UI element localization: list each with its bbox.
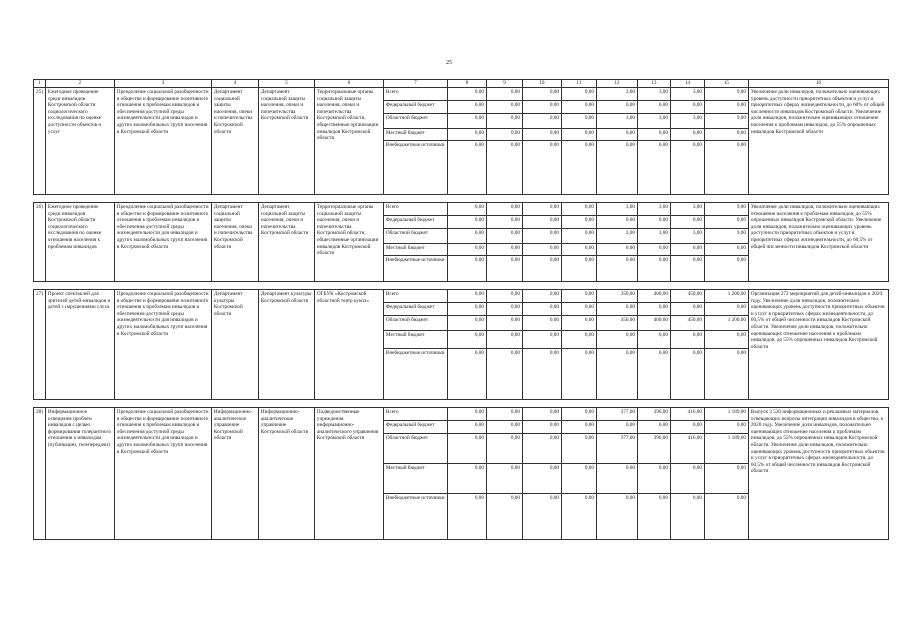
funding-source: Всего <box>383 88 447 101</box>
funding-value: 0,00 <box>522 101 561 114</box>
funding-value: 0,00 <box>637 216 670 229</box>
header-cell: 7 <box>383 80 447 88</box>
funding-source: Всего <box>383 203 447 216</box>
funding-value: 450,00 <box>670 290 704 303</box>
funding-value: 0,00 <box>486 256 522 282</box>
funding-value: 0,00 <box>447 216 486 229</box>
funding-value: 0,00 <box>704 216 748 229</box>
funding-value: 0,00 <box>522 229 561 244</box>
responsible-executor: Департамент культуры Костромской области <box>258 290 314 400</box>
funding-value: 0,00 <box>596 349 637 400</box>
funding-value: 1 189,00 <box>704 408 748 421</box>
funding-value: 0,00 <box>486 244 522 256</box>
funding-value: 0,00 <box>522 494 561 540</box>
expected-result: Выпуск 3 520 информационных и рекламных материалов, освещающих вопросы интеграции инвалидов в общество, к 2020 году. Увеличение доли инвалидов, положительно оценивающих отношение населения к проблемам инвалидов, до 55% опрошенных инвалидов Костромской области. Увеличение доли инвалидов, положительно оценивающих уровень доступности приоритетных объектов и услуг в приоритетных сферах жизнедеятельности, до 60,5% от общей численности инвалидов Костромской области <box>748 408 888 540</box>
funding-value: 9,00 <box>704 114 748 129</box>
funding-value: 0,00 <box>596 421 637 434</box>
activity-name: Ежегодное проведение среди инвалидов Костромской области социологического исследования по оценке отношения населения к проблемам инвалидов <box>45 203 114 282</box>
funding-value: 0,00 <box>561 256 596 282</box>
expected-result: Организация 272 мероприятий для детей-инвалидов к 2020 году. Увеличение доли инвалидов, положительно оценивающих уровень доступности приоритетных объектов и услуг в приоритетных сферах жизнедеятельности, до 60,5% от общей численности инвалидов Костромской области. Увеличение доли инвалидов, положительно оценивающих отношение населения к проблемам инвалидов, до 55% опрошенных инвалидов Костромской области <box>748 290 888 400</box>
funding-value: 0,00 <box>447 349 486 400</box>
funding-value: 9,00 <box>704 229 748 244</box>
funding-value: 0,00 <box>596 331 637 349</box>
funding-value: 0,00 <box>522 141 561 195</box>
entry-number: 26) <box>34 203 46 282</box>
funding-value: 0,00 <box>447 229 486 244</box>
table-row <box>34 203 889 216</box>
funding-value: 0,00 <box>670 129 704 141</box>
funding-value: 0,00 <box>486 434 522 464</box>
funding-value: 0,00 <box>561 290 596 303</box>
funding-value: 0,00 <box>447 88 486 101</box>
funding-value: 0,00 <box>561 434 596 464</box>
header-cell: 2 <box>45 80 114 88</box>
coexecutor: Департамент социальной защиты населения, опеки и попечительства Костромской области <box>211 88 258 195</box>
funding-source: Областной бюджет <box>383 316 447 331</box>
funding-value: 0,00 <box>522 408 561 421</box>
funding-value: 0,00 <box>447 331 486 349</box>
funding-source: Областной бюджет <box>383 114 447 129</box>
entry-spacer <box>34 282 889 290</box>
funding-source: Федеральный бюджет <box>383 101 447 114</box>
funding-value: 0,00 <box>447 303 486 316</box>
header-cell: 6 <box>314 80 383 88</box>
funding-value: 0,00 <box>522 129 561 141</box>
activity-goal: Преодоление социальной разобщенности в обществе и формирование позитивного отношения к проблемам инвалидов и обеспечения доступной среды жизнедеятельности для инвалидов и других маломобильных групп населения в Костромской области <box>114 203 211 282</box>
funding-value: 0,00 <box>486 101 522 114</box>
funding-value: 1 200,00 <box>704 316 748 331</box>
funding-value: 0,00 <box>561 316 596 331</box>
header-cell: 16 <box>748 80 888 88</box>
column-number-header-row <box>34 80 889 88</box>
funding-value: 0,00 <box>522 316 561 331</box>
funding-source: Областной бюджет <box>383 229 447 244</box>
funding-value: 0,00 <box>561 421 596 434</box>
funding-value: 0,00 <box>447 464 486 494</box>
table-row <box>34 290 889 303</box>
funding-value: 0,00 <box>670 256 704 282</box>
funding-value: 0,00 <box>670 216 704 229</box>
participant: ОГБУК «Костромской областной театр кукол» <box>314 290 383 400</box>
funding-value: 0,00 <box>447 290 486 303</box>
funding-value: 400,00 <box>637 316 670 331</box>
funding-value: 0,00 <box>486 141 522 195</box>
funding-value: 3,00 <box>670 229 704 244</box>
funding-value: 0,00 <box>486 129 522 141</box>
funding-value: 0,00 <box>637 244 670 256</box>
funding-value: 0,00 <box>522 88 561 101</box>
funding-value: 0,00 <box>670 141 704 195</box>
funding-value: 0,00 <box>522 256 561 282</box>
funding-value: 9,00 <box>704 203 748 216</box>
funding-value: 0,00 <box>704 141 748 195</box>
funding-value: 3,00 <box>670 114 704 129</box>
funding-value: 416,00 <box>670 408 704 421</box>
funding-value: 1 189,00 <box>704 434 748 464</box>
header-cell: 1 <box>34 80 46 88</box>
funding-value: 0,00 <box>486 464 522 494</box>
expected-result: Увеличение доли инвалидов, положительно оценивающих отношение населения к проблемам инвалидов, до 55% опрошенных инвалидов Костромской области. Увеличение доли инвалидов, положительно оценивающих уровень доступности приоритетных объектов и услуг в приоритетных сферах жизнедеятельности, до 60,5% от общей численности инвалидов Костромской области <box>748 203 888 282</box>
funding-value: 3,00 <box>670 88 704 101</box>
funding-value: 0,00 <box>637 303 670 316</box>
funding-value: 0,00 <box>637 494 670 540</box>
activity-goal: Преодоление социальной разобщенности в обществе и формирование позитивного отношения к проблемам инвалидов и обеспечения доступной среды жизнедеятельности для инвалидов и других маломобильных групп населения в Костромской области <box>114 290 211 400</box>
funding-value: 0,00 <box>561 408 596 421</box>
funding-value: 3,00 <box>670 203 704 216</box>
funding-source: Областной бюджет <box>383 434 447 464</box>
funding-value: 0,00 <box>637 256 670 282</box>
funding-value: 0,00 <box>522 331 561 349</box>
funding-value: 0,00 <box>637 464 670 494</box>
page-number: 25 <box>446 60 452 66</box>
funding-value: 0,00 <box>447 101 486 114</box>
funding-value: 0,00 <box>637 129 670 141</box>
funding-value: 0,00 <box>447 141 486 195</box>
funding-value: 0,00 <box>561 331 596 349</box>
funding-value: 0,00 <box>522 203 561 216</box>
activity-goal: Преодоление социальной разобщенности в обществе и формирование позитивного отношения к проблемам инвалидов и обеспечения доступной среды жизнедеятельности для инвалидов и других маломобильных групп населения в Костромской области <box>114 408 211 540</box>
funding-value: 0,00 <box>486 349 522 400</box>
funding-value: 0,00 <box>561 494 596 540</box>
funding-source: Внебюджетные источники <box>383 141 447 195</box>
header-cell: 14 <box>670 80 704 88</box>
funding-value: 0,00 <box>670 101 704 114</box>
funding-value: 3,00 <box>596 114 637 129</box>
funding-value: 0,00 <box>486 229 522 244</box>
funding-value: 0,00 <box>704 331 748 349</box>
funding-value: 0,00 <box>522 421 561 434</box>
funding-value: 0,00 <box>486 494 522 540</box>
funding-value: 0,00 <box>486 303 522 316</box>
funding-value: 0,00 <box>486 316 522 331</box>
coexecutor: Департамент социальной защиты населения, опеки и попечительства Костромской области <box>211 203 258 282</box>
funding-source: Местный бюджет <box>383 331 447 349</box>
funding-value: 0,00 <box>637 331 670 349</box>
funding-value: 0,00 <box>486 114 522 129</box>
funding-value: 0,00 <box>596 141 637 195</box>
activity-name: Информационное освещение проблем инвалидов с целью формирования толерантного отношения к инвалидам (публикации, телепередачи) <box>45 408 114 540</box>
funding-source: Внебюджетные источники <box>383 494 447 540</box>
funding-value: 0,00 <box>486 421 522 434</box>
funding-value: 0,00 <box>522 114 561 129</box>
funding-value: 0,00 <box>486 290 522 303</box>
funding-value: 0,00 <box>670 303 704 316</box>
entry-number: 25) <box>34 88 46 195</box>
funding-value: 0,00 <box>447 421 486 434</box>
entry-number: 28) <box>34 408 46 540</box>
funding-source: Внебюджетные источники <box>383 256 447 282</box>
header-cell: 13 <box>637 80 670 88</box>
coexecutor: Информационно-аналитическое управление Костромской области <box>211 408 258 540</box>
funding-value: 0,00 <box>522 464 561 494</box>
funding-value: 450,00 <box>670 316 704 331</box>
funding-source: Внебюджетные источники <box>383 349 447 400</box>
funding-source: Местный бюджет <box>383 464 447 494</box>
funding-value: 0,00 <box>486 408 522 421</box>
funding-value: 0,00 <box>596 244 637 256</box>
funding-value: 3,00 <box>637 203 670 216</box>
funding-value: 396,00 <box>637 434 670 464</box>
funding-value: 0,00 <box>486 203 522 216</box>
expected-result: Увеличение доли инвалидов, положительно оценивающих уровень доступности приоритетных объектов и услуг в приоритетных сферах жизнедеятельности, до 60% от общей численности инвалидов Костромской области. Увеличение доли инвалидов, положительно оценивающих отношение населения к проблемам инвалидов, до 55% опрошенных инвалидов Костромской области <box>748 88 888 195</box>
funding-value: 0,00 <box>447 256 486 282</box>
funding-value: 0,00 <box>447 408 486 421</box>
funding-value: 0,00 <box>596 303 637 316</box>
funding-value: 1 200,00 <box>704 290 748 303</box>
participant: Территориальные органы социальной защиты населения, опеки и попечительства Костромской области, общественные организации инвалидов Костромской области <box>314 88 383 195</box>
funding-source: Всего <box>383 290 447 303</box>
activity-name: Ежегодное проведение среди инвалидов Костромской области социологического исследования по оценке доступности объектов и услуг <box>45 88 114 195</box>
entry-spacer <box>34 400 889 408</box>
responsible-executor: Департамент социальной защиты населения, опеки и попечительства Костромской области <box>258 203 314 282</box>
funding-value: 0,00 <box>447 434 486 464</box>
funding-source: Местный бюджет <box>383 244 447 256</box>
header-cell: 12 <box>596 80 637 88</box>
funding-value: 416,00 <box>670 434 704 464</box>
entry-spacer <box>34 195 889 203</box>
funding-value: 3,00 <box>596 203 637 216</box>
funding-value: 0,00 <box>596 256 637 282</box>
header-cell: 10 <box>522 80 561 88</box>
funding-value: 0,00 <box>561 349 596 400</box>
responsible-executor: Информационно-аналитическое управление Костромской области <box>258 408 314 540</box>
header-cell: 9 <box>486 80 522 88</box>
funding-source: Федеральный бюджет <box>383 303 447 316</box>
funding-value: 0,00 <box>704 349 748 400</box>
funding-value: 0,00 <box>704 244 748 256</box>
funding-value: 350,00 <box>596 290 637 303</box>
funding-value: 0,00 <box>670 349 704 400</box>
table-row <box>34 408 889 421</box>
funding-value: 0,00 <box>596 216 637 229</box>
funding-value: 0,00 <box>486 331 522 349</box>
funding-value: 377,00 <box>596 434 637 464</box>
funding-value: 350,00 <box>596 316 637 331</box>
funding-value: 0,00 <box>447 203 486 216</box>
funding-value: 377,00 <box>596 408 637 421</box>
funding-value: 0,00 <box>637 141 670 195</box>
funding-value: 0,00 <box>670 244 704 256</box>
funding-value: 400,00 <box>637 290 670 303</box>
funding-value: 0,00 <box>704 303 748 316</box>
funding-value: 0,00 <box>596 101 637 114</box>
funding-value: 3,00 <box>637 88 670 101</box>
participant: Подведомственные учреждения информационно-аналитического управления Костромской области <box>314 408 383 540</box>
coexecutor: Департамент культуры Костромской области <box>211 290 258 400</box>
funding-value: 3,00 <box>637 229 670 244</box>
participant: Территориальные органы социальной защиты населения, опеки и попечительства Костромской области, общественные организации инвалидов Костромской области <box>314 203 383 282</box>
funding-value: 0,00 <box>522 244 561 256</box>
funding-value: 3,00 <box>596 88 637 101</box>
funding-source: Федеральный бюджет <box>383 421 447 434</box>
funding-value: 0,00 <box>704 421 748 434</box>
funding-value: 0,00 <box>670 464 704 494</box>
funding-value: 0,00 <box>561 303 596 316</box>
funding-value: 0,00 <box>447 129 486 141</box>
header-cell: 15 <box>704 80 748 88</box>
funding-value: 0,00 <box>447 494 486 540</box>
funding-value: 0,00 <box>522 216 561 229</box>
funding-value: 0,00 <box>561 216 596 229</box>
funding-value: 396,00 <box>637 408 670 421</box>
funding-value: 0,00 <box>522 290 561 303</box>
table-row <box>34 88 889 101</box>
funding-value: 0,00 <box>561 464 596 494</box>
funding-value: 0,00 <box>447 244 486 256</box>
header-cell: 8 <box>447 80 486 88</box>
funding-value: 0,00 <box>596 129 637 141</box>
funding-value: 0,00 <box>447 316 486 331</box>
entry-number: 27) <box>34 290 46 400</box>
funding-value: 0,00 <box>704 494 748 540</box>
funding-value: 3,00 <box>596 229 637 244</box>
funding-value: 0,00 <box>704 256 748 282</box>
funding-value: 0,00 <box>522 434 561 464</box>
funding-value: 0,00 <box>670 331 704 349</box>
funding-value: 0,00 <box>704 464 748 494</box>
funding-value: 0,00 <box>670 494 704 540</box>
funding-value: 0,00 <box>637 421 670 434</box>
responsible-executor: Департамент социальной защиты населения, опеки и попечительства Костромской области <box>258 88 314 195</box>
funding-value: 0,00 <box>522 303 561 316</box>
activity-name: Проект спектаклей для зрителей детей-инвалидов и детей с нарушениями слуха <box>45 290 114 400</box>
header-cell: 3 <box>114 80 211 88</box>
funding-value: 9,00 <box>704 88 748 101</box>
funding-value: 0,00 <box>561 141 596 195</box>
funding-value: 0,00 <box>637 349 670 400</box>
header-cell: 4 <box>211 80 258 88</box>
funding-value: 0,00 <box>670 421 704 434</box>
funding-value: 0,00 <box>704 101 748 114</box>
funding-value: 0,00 <box>704 129 748 141</box>
funding-value: 0,00 <box>596 494 637 540</box>
funding-value: 0,00 <box>561 203 596 216</box>
funding-value: 0,00 <box>522 349 561 400</box>
funding-value: 0,00 <box>561 229 596 244</box>
funding-value: 0,00 <box>561 101 596 114</box>
funding-source: Всего <box>383 408 447 421</box>
funding-value: 0,00 <box>561 114 596 129</box>
header-cell: 11 <box>561 80 596 88</box>
funding-value: 0,00 <box>637 101 670 114</box>
funding-value: 0,00 <box>596 464 637 494</box>
funding-source: Местный бюджет <box>383 129 447 141</box>
header-cell: 5 <box>258 80 314 88</box>
funding-value: 0,00 <box>561 129 596 141</box>
funding-value: 0,00 <box>561 88 596 101</box>
funding-value: 0,00 <box>447 114 486 129</box>
funding-source: Федеральный бюджет <box>383 216 447 229</box>
program-activities-table <box>33 79 889 540</box>
funding-value: 3,00 <box>637 114 670 129</box>
funding-value: 0,00 <box>561 244 596 256</box>
funding-value: 0,00 <box>486 216 522 229</box>
activity-goal: Преодоление социальной разобщенности в обществе и формирование позитивного отношения к проблемам инвалидов и обеспечения доступной среды жизнедеятельности для инвалидов и других маломобильных групп населения в Костромской области <box>114 88 211 195</box>
funding-value: 0,00 <box>486 88 522 101</box>
